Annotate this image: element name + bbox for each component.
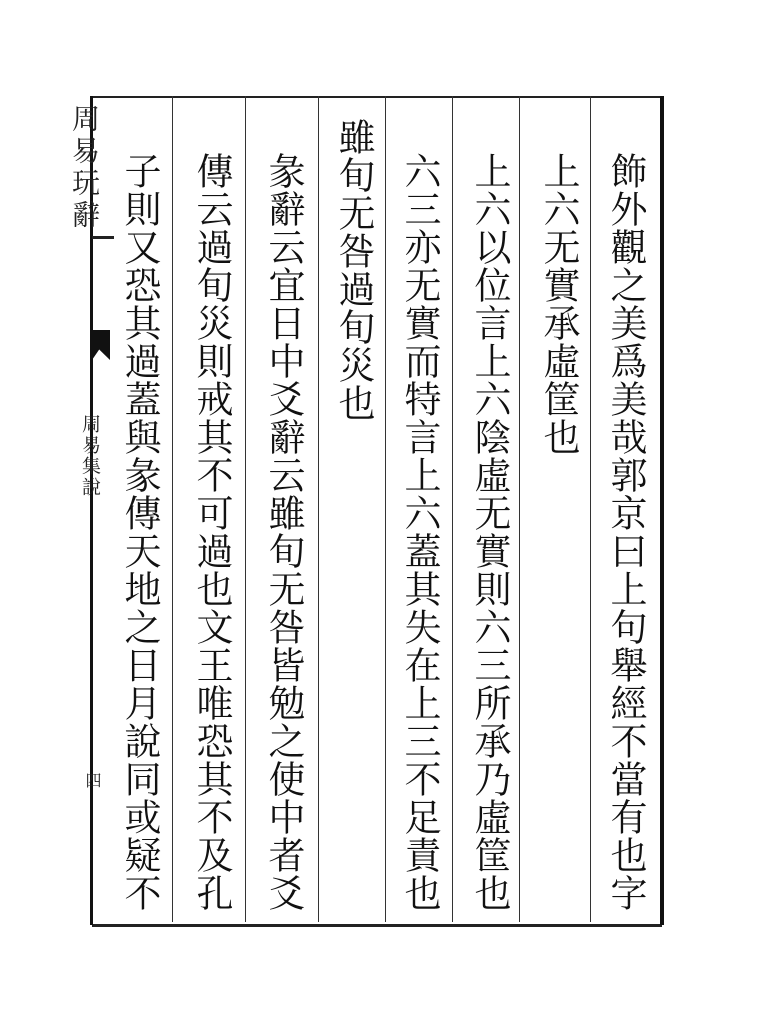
text-column-7: 傳云過旬災則戒其不可過也文王唯恐其不及孔 <box>190 152 233 912</box>
column-rule <box>590 96 591 922</box>
margin-book-title: 周易集說 <box>79 414 101 498</box>
text-column-3: 上六以位言上六陰虛无實則六三所承乃虛筐也 <box>468 152 511 912</box>
column-rule <box>452 96 453 922</box>
spine-mark <box>92 236 114 239</box>
text-column-8: 子則又恐其過蓋與彖傳天地之日月說同或疑不 <box>118 152 161 912</box>
margin-page-number: 四 <box>83 772 102 788</box>
column-rule <box>318 96 319 922</box>
text-column-1: 飾外觀之美爲美哉郭京曰上句舉經不當有也字 <box>604 152 647 912</box>
text-column-4: 六三亦无實而特言上六蓋其失在上三不足責也 <box>398 152 441 912</box>
column-rule <box>385 96 386 922</box>
column-rule <box>519 96 520 922</box>
column-rule <box>245 96 246 922</box>
outer-border-rule <box>660 96 664 925</box>
text-column-5: 雖旬无咎過旬災也 <box>332 118 375 422</box>
text-column-6: 彖辭云宜日中爻辭云雖旬无咎皆勉之使中者爻 <box>262 152 305 912</box>
text-column-2: 上六无實承虛筐也 <box>537 152 580 456</box>
margin-title: 周易玩辭 <box>68 104 101 232</box>
column-rule <box>172 96 173 922</box>
